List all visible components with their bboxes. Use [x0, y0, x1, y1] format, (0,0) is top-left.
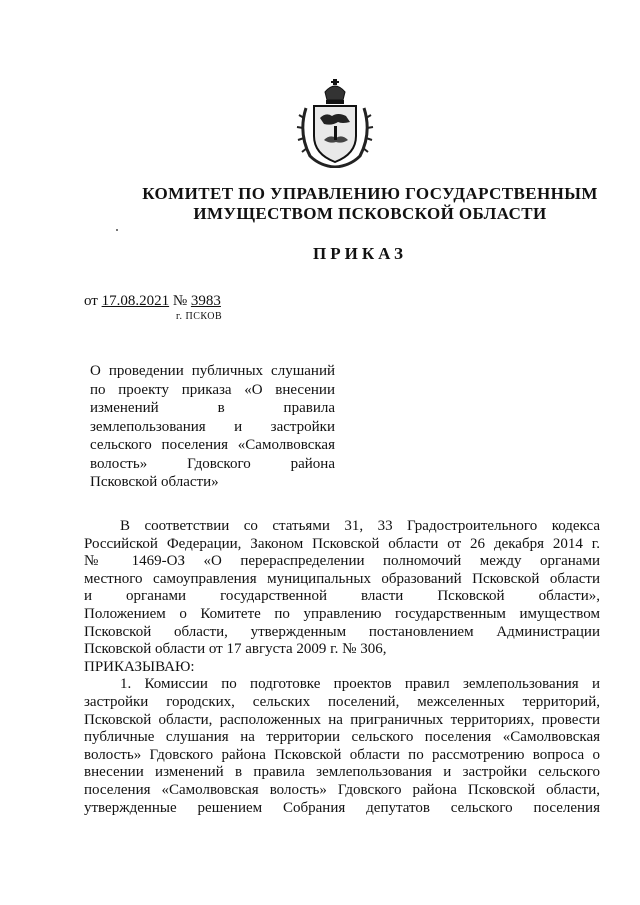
order-date: 17.08.2021	[101, 293, 170, 309]
committee-name-line-2: ИМУЩЕСТВОМ ПСКОВСКОЙ ОБЛАСТИ	[193, 204, 547, 223]
body-line: внесении изменений в правила землепользования и застройки сельского	[84, 764, 600, 781]
body-line: Псковской области от 17 августа 2009 г. № 306,	[84, 641, 387, 658]
subject-line: волость» Гдовского района	[90, 455, 335, 472]
body-line: В соответствии со статьями 31, 33 Градостроительного кодекса	[120, 518, 600, 534]
body-line: волость» Гдовского района Псковской области по рассмотрению вопроса о	[84, 746, 600, 763]
body-line: и органами государственной власти Псковской области»,	[84, 588, 600, 605]
order-date-number	[84, 293, 221, 310]
order-title: ПРИКАЗ	[313, 244, 407, 263]
order-directive: ПРИКАЗЫВАЮ:	[84, 658, 195, 675]
subject-line: сельского поселения «Самолвовская	[90, 437, 335, 453]
order-subject	[90, 362, 335, 492]
subject-line: землепользования и застройки	[90, 418, 335, 435]
body-line: 1. Комиссии по подготовке проектов правил землепользования и	[120, 676, 600, 693]
subject-line: О проведении публичных слушаний	[90, 363, 335, 379]
subject-line: по проекту приказа «О внесении	[90, 381, 335, 398]
committee-name-line-1: КОМИТЕТ ПО УПРАВЛЕНИЮ ГОСУДАРСТВЕННЫМ	[142, 184, 598, 203]
order-body	[84, 518, 600, 817]
body-line: местного самоуправления муниципальных образований Псковской области	[84, 570, 600, 587]
body-line: Псковской области, утвержденным постановлением Администрации	[84, 623, 600, 640]
body-line: застройки городских, сельских поселений, межселенных территорий,	[84, 693, 600, 710]
subject-line: изменений в правила	[90, 400, 335, 416]
body-line: поселения «Самолвовская волость» Гдовского района Псковской области,	[84, 781, 600, 798]
number-prefix: №	[172, 293, 188, 309]
body-line: утвержденные решением Собрания депутатов сельского поселения	[84, 799, 600, 816]
body-line: Псковской области, расположенных на приграничных территориях, провести	[84, 711, 600, 728]
body-line: публичные слушания на территории сельского поселения «Самолвовская	[84, 729, 600, 746]
committee-name	[100, 184, 640, 224]
subject-line: Псковской области»	[90, 474, 219, 490]
body-line: Российской Федерации, Законом Псковской области от 26 декабря 2014 г.	[84, 535, 600, 552]
body-line: Положением о Комитете по управлению государственным имуществом	[84, 605, 600, 622]
city-label: г. ПСКОВ	[176, 311, 223, 322]
scan-speck	[116, 229, 118, 231]
body-line: № 1469-ОЗ «О перераспределении полномочий между органами	[84, 553, 600, 570]
date-prefix: от	[84, 293, 98, 309]
order-number: 3983	[190, 293, 221, 309]
pskov-coat-of-arms-icon	[296, 78, 374, 168]
